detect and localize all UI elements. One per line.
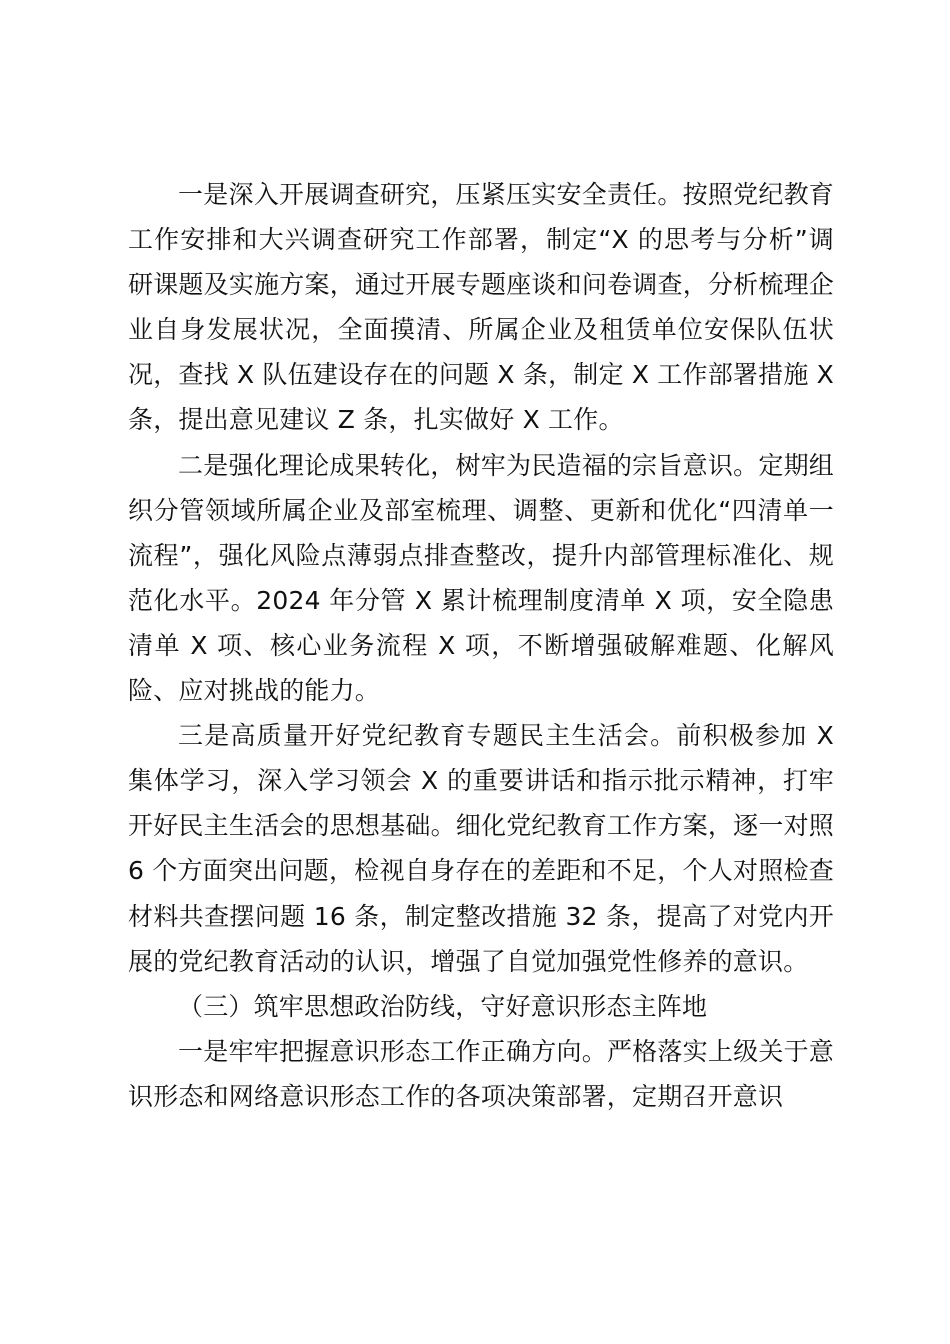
paragraph-democratic-life-meeting: 三是高质量开好党纪教育专题民主生活会。前积极参加 X 集体学习，深入学习领会 X 的重要讲话和指示批示精神，打牢开好民主生活会的思想基础。细化党纪教育工作方案，逐一对照 6 个方面突出问题，检视自身存在的差距和不足，个人对照检查材料共查摆问题 16 条，制定整改措施 32 条，提高了对党内开展的党纪教育活动的认识，增强了自觉加强党性修养的意识。 [128,721,834,976]
paragraph-ideology-direction: 一是牢牢把握意识形态工作正确方向。严格落实上级关于意识形态和网络意识形态工作的各项决策部署，定期召开意识 [128,1036,834,1111]
section-heading: （三）筑牢思想政治防线，守好意识形态主阵地 [178,991,708,1021]
paragraph-investigation: 一是深入开展调查研究，压紧压实安全责任。按照党纪教育工作安排和大兴调查研究工作部署，制定“X 的思考与分析”调研课题及实施方案，通过开展专题座谈和问卷调查，分析梳理企业自身发展状况，全面摸清、所属企业及租赁单位安保队伍状况，查找 X 队伍建设存在的问题 X 条，制定 X 工作部署措施 X 条，提出意见建议 Z 条，扎实做好 X 工作。 [128,180,834,435]
document-page [128,172,834,1119]
paragraph-theory-transformation: 二是强化理论成果转化，树牢为民造福的宗旨意识。定期组织分管领域所属企业及部室梳理、调整、更新和优化“四清单一流程”，强化风险点薄弱点排查整改，提升内部管理标准化、规范化水平。2024 年分管 X 累计梳理制度清单 X 项，安全隐患清单 X 项、核心业务流程 X 项，不断增强破解难题、化解风险、应对挑战的能力。 [128,450,834,706]
